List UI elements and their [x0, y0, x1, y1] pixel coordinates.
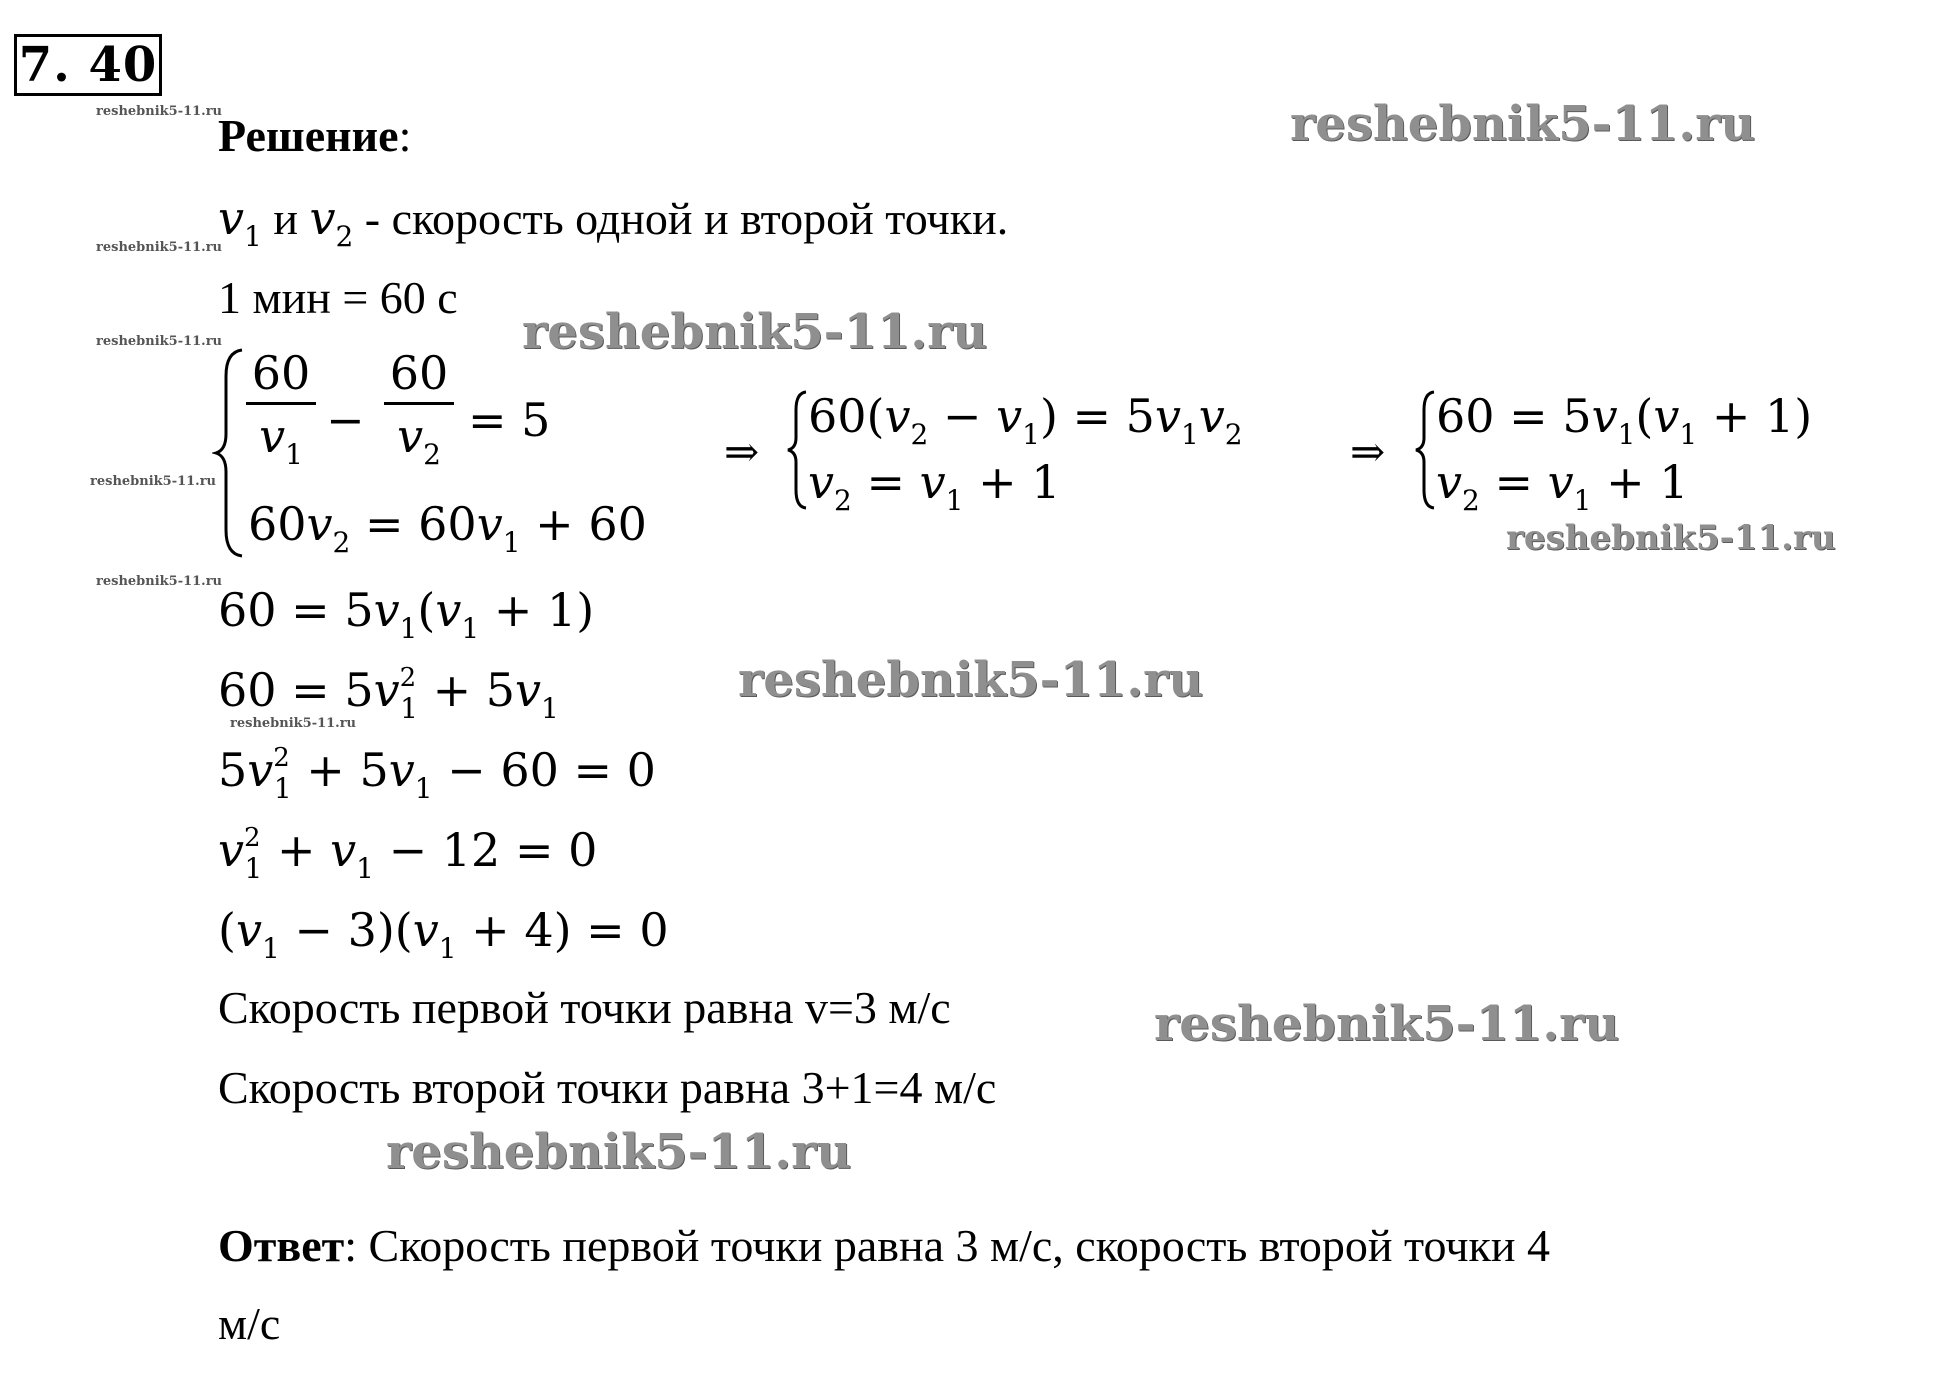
task-number-box — [14, 34, 162, 96]
answer-text: : Скорость первой точки равна 3 м/с, скорость второй точки 4 — [344, 1220, 1550, 1271]
watermark-small: reshebnik5-11.ru — [90, 474, 217, 489]
system1-eq2: $60v_2 = 60v_1 + 60$ — [248, 497, 647, 559]
answer-line-continued: м/с — [218, 1298, 281, 1349]
system1-rhs: = 5 — [468, 393, 551, 447]
system1-minus: − — [326, 393, 365, 447]
heading-label: Решение — [218, 110, 399, 161]
answer-line — [218, 1218, 1550, 1274]
watermark: reshebnik5-11.ru — [1506, 518, 1836, 558]
watermark: reshebnik5-11.ru — [386, 1124, 852, 1180]
system2-brace — [784, 388, 810, 512]
system3-line1: $60 = 5v_1(v_1 + 1)$ — [1436, 389, 1813, 451]
result-first-point: Скорость первой точки равна v=3 м/с — [218, 982, 951, 1033]
fraction-60-v2: 60 $v_2$ — [384, 346, 454, 463]
intro-line: $v_1$ и $v_2$ - скорость одной и второй точки. — [218, 191, 1009, 253]
heading-colon: : — [398, 110, 412, 161]
solution-heading — [218, 108, 411, 164]
watermark-small: reshebnik5-11.ru — [230, 716, 357, 731]
implies-arrow: ⇒ — [1350, 427, 1386, 476]
fraction-60-v1: 60 $v_1$ — [246, 346, 316, 463]
system3-brace — [1412, 388, 1438, 512]
watermark: reshebnik5-11.ru — [522, 304, 988, 360]
conversion-line: 1 мин = 60 с — [218, 272, 458, 323]
system3-line2: $v_2 = v_1 + 1$ — [1436, 455, 1689, 517]
step-3: $5v^2_1 + 5v_1 - 60 = 0$ — [218, 743, 656, 805]
system2-line1: $60(v_2 - v_1) = 5v_1v_2$ — [808, 389, 1243, 451]
watermark-small: reshebnik5-11.ru — [96, 104, 223, 119]
watermark: reshebnik5-11.ru — [738, 652, 1204, 708]
system2-line2: $v_2 = v_1 + 1$ — [808, 455, 1061, 517]
answer-label: Ответ — [218, 1220, 345, 1271]
step-1: $60 = 5v_1(v_1 + 1)$ — [218, 583, 595, 645]
watermark-small: reshebnik5-11.ru — [96, 574, 223, 589]
watermark-small: reshebnik5-11.ru — [96, 334, 223, 349]
step-2: $60 = 5v^2_1 + 5v_1$ — [218, 663, 559, 725]
implies-arrow: ⇒ — [724, 427, 760, 476]
watermark: reshebnik5-11.ru — [1290, 96, 1756, 152]
step-4: $v^2_1 + v_1 - 12 = 0$ — [218, 823, 598, 885]
result-second-point: Скорость второй точки равна 3+1=4 м/с — [218, 1062, 997, 1113]
task-number: 7. 40 — [18, 37, 158, 93]
system1-brace — [212, 346, 248, 560]
watermark-small: reshebnik5-11.ru — [96, 240, 223, 255]
step-5: $(v_1 - 3)(v_1 + 4) = 0$ — [218, 903, 669, 965]
watermark: reshebnik5-11.ru — [1154, 996, 1620, 1052]
